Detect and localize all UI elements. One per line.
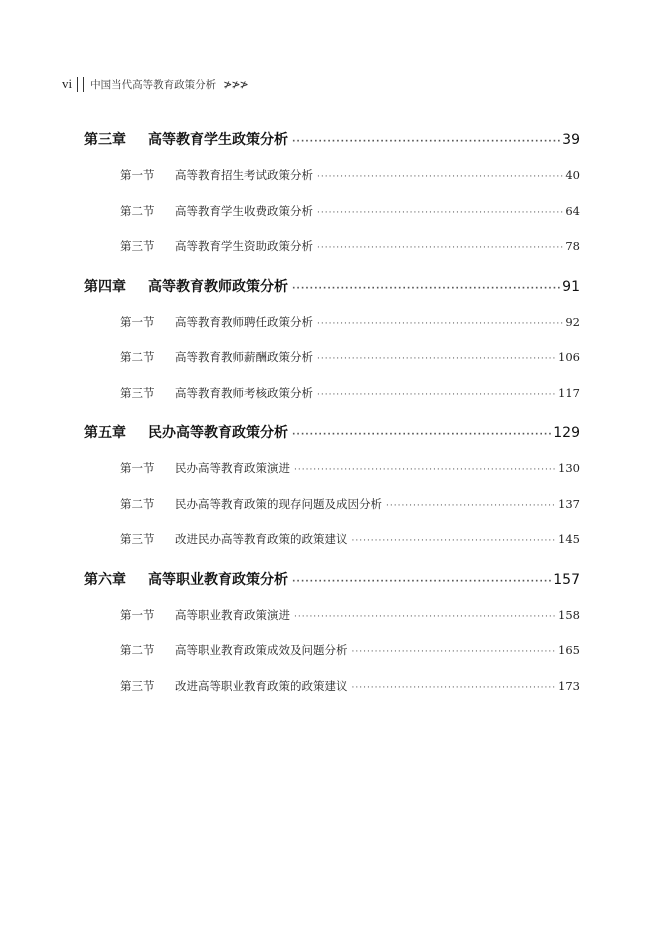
section-title: 民办高等教育政策演进 [175, 461, 290, 475]
section-row[interactable] [84, 340, 580, 376]
section-row[interactable] [84, 598, 580, 634]
chapter-label: 第六章 [84, 571, 126, 588]
section-title: 高等职业教育政策成效及问题分析 [175, 643, 348, 657]
section-page: 137 [558, 496, 580, 511]
section-title: 高等教育学生收费政策分析 [175, 203, 313, 218]
section-label: 第二节 [120, 643, 155, 657]
dot-leader [317, 231, 563, 267]
dot-leader [292, 417, 551, 453]
section-title: 高等教育教师聘任政策分析 [175, 314, 313, 329]
section-page: 173 [558, 678, 580, 693]
section-page: 165 [558, 643, 580, 657]
chapter-row[interactable] [84, 415, 580, 451]
table-of-contents [84, 122, 580, 708]
dot-leader [292, 124, 560, 160]
dot-leader [294, 600, 556, 636]
section-page: 78 [565, 239, 580, 253]
chapter-title: 高等教育教师政策分析 [148, 278, 288, 295]
section-label: 第二节 [120, 203, 155, 218]
chapter-row[interactable] [84, 269, 580, 305]
dot-leader [292, 564, 551, 600]
chapter-label: 第五章 [84, 425, 126, 441]
chapter-entry [84, 415, 580, 558]
chapter-page: 157 [553, 571, 580, 588]
header-arrow-marks: ≯≯≯ [223, 77, 248, 91]
section-row[interactable] [84, 229, 580, 265]
dot-leader [352, 635, 557, 671]
section-title: 高等教育招生考试政策分析 [175, 168, 313, 182]
chapter-entry [84, 122, 580, 265]
dot-leader [352, 524, 557, 560]
header-double-rule [77, 77, 84, 92]
chapter-title: 民办高等教育政策分析 [148, 425, 288, 441]
chapter-page: 91 [562, 278, 580, 295]
dot-leader [317, 378, 556, 414]
chapter-entry [84, 562, 580, 705]
section-title: 高等教育学生资助政策分析 [175, 239, 313, 253]
dot-leader [292, 271, 560, 307]
section-title: 改进民办高等教育政策的政策建议 [175, 532, 348, 546]
section-row[interactable] [84, 451, 580, 487]
section-title: 改进高等职业教育政策的政策建议 [175, 678, 348, 693]
section-label: 第三节 [120, 239, 155, 253]
chapter-label: 第三章 [84, 132, 126, 148]
section-label: 第三节 [120, 385, 155, 400]
dot-leader [386, 489, 556, 525]
section-title: 民办高等教育政策的现存问题及成因分析 [175, 496, 382, 511]
dot-leader [352, 671, 557, 707]
section-title: 高等教育教师考核政策分析 [175, 385, 313, 400]
dot-leader [294, 453, 556, 489]
chapter-row[interactable] [84, 122, 580, 158]
chapter-row[interactable] [84, 562, 580, 598]
section-row[interactable] [84, 487, 580, 523]
section-label: 第一节 [120, 461, 155, 475]
chapter-label: 第四章 [84, 278, 126, 295]
chapter-page: 39 [562, 132, 580, 148]
section-title: 高等教育教师薪酬政策分析 [175, 350, 313, 364]
section-row[interactable] [84, 158, 580, 194]
section-label: 第一节 [120, 314, 155, 329]
dot-leader [317, 342, 556, 378]
dot-leader [317, 196, 563, 232]
chapter-entry [84, 269, 580, 412]
section-row[interactable] [84, 633, 580, 669]
section-label: 第三节 [120, 678, 155, 693]
section-title: 高等职业教育政策演进 [175, 607, 290, 622]
section-page: 92 [565, 314, 580, 329]
running-header [62, 76, 248, 92]
chapter-title: 高等教育学生政策分析 [148, 132, 288, 148]
chapter-page: 129 [553, 425, 580, 441]
section-row[interactable] [84, 305, 580, 341]
chapter-title: 高等职业教育政策分析 [148, 571, 288, 588]
book-title: 中国当代高等教育政策分析 [90, 78, 217, 91]
section-label: 第一节 [120, 607, 155, 622]
section-label: 第二节 [120, 350, 155, 364]
dot-leader [317, 307, 563, 343]
section-page: 40 [565, 168, 580, 182]
section-page: 117 [558, 385, 580, 400]
section-row[interactable] [84, 522, 580, 558]
section-label: 第二节 [120, 496, 155, 511]
section-label: 第一节 [120, 168, 155, 182]
section-row[interactable] [84, 669, 580, 705]
section-page: 64 [565, 203, 580, 218]
section-label: 第三节 [120, 532, 155, 546]
section-page: 158 [558, 607, 580, 622]
section-page: 130 [558, 461, 580, 475]
section-row[interactable] [84, 194, 580, 230]
section-row[interactable] [84, 376, 580, 412]
dot-leader [317, 160, 563, 196]
page-number: vi [62, 76, 73, 91]
section-page: 106 [558, 350, 580, 364]
section-page: 145 [558, 532, 580, 546]
